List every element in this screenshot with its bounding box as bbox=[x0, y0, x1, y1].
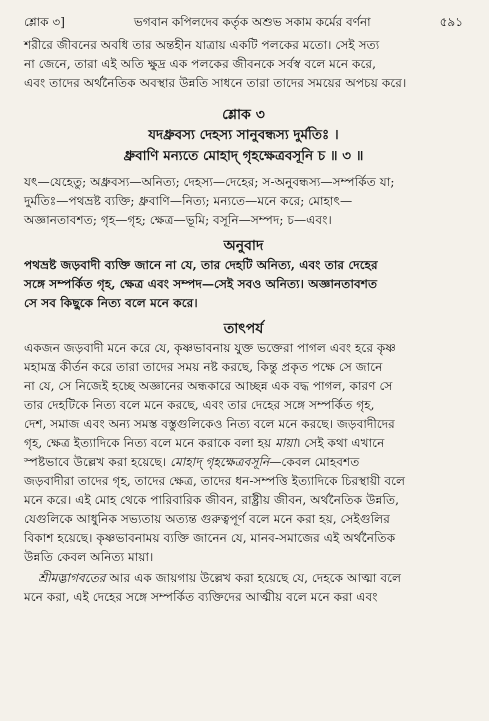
purport-paragraph-2 bbox=[24, 569, 463, 607]
purport-line: বিকাশ হয়েছে। কৃষ্ণভাবনাময় ব্যক্তি জানেন যে, মানব-সমাজের এই অর্থনৈতিক bbox=[24, 531, 396, 545]
text-run: আর এক জায়গায় উল্লেখ করা হয়েছে যে, দেহকে আত্মা বলে bbox=[105, 571, 402, 585]
purport-line bbox=[24, 453, 463, 472]
purport-line: না যে, সে নিজেই হচ্ছে অজ্ঞানের অন্ধকারে আচ্ছন্ন এক বদ্ধ পাগল, কারণ সে bbox=[24, 379, 393, 393]
purport-line: জড়বাদীরা তাদের গৃহ, তাদের ক্ষেত্র, তাদের ধন-সম্পত্তি ইত্যাদিকে চিরস্থায়ী বলে bbox=[24, 474, 406, 488]
italic-term: শ্রীমদ্ভাগবতের bbox=[38, 571, 106, 585]
intro-paragraph bbox=[24, 36, 463, 93]
purport-line: মনে করা, এই দেহের সঙ্গে সম্পর্কিত ব্যক্তিদের আত্মীয় বলে মনে করা এবং bbox=[24, 590, 378, 604]
italic-term: মোহাদ্ গৃহক্ষেত্রবসূনি bbox=[170, 455, 270, 469]
verse-line-2: ধ্রুবাণি মন্যতে মোহাদ্ গৃহক্ষেত্রবসূনি চ ॥ ৩ ॥ bbox=[123, 148, 364, 164]
text-line: এবং তাদের অর্থনৈতিক অবস্থার উন্নতি সাধনে তারা তাদের সময়ের অপচয় করে। bbox=[24, 76, 407, 90]
text-line: শরীরে জীবনের অবধি তার অন্তহীন যাত্রায় একটি পলকের মতো। সেই সত্য bbox=[24, 38, 380, 52]
translation-block bbox=[24, 256, 463, 313]
text-run: স্পষ্টভাবে উল্লেখ করা হয়েছে। bbox=[24, 455, 171, 469]
purport-line: একজন জড়বাদী মনে করে যে, কৃষ্ণভাবনায় যুক্ত ভক্তেরা পাগল এবং হরে কৃষ্ণ bbox=[24, 341, 397, 355]
purport-line: উন্নতি কেবল অনিত্য মায়া। bbox=[24, 550, 154, 564]
translation-title: অনুবাদ bbox=[223, 238, 264, 254]
text-run: । সেই কথা এখানে bbox=[296, 436, 385, 450]
verse-heading: শ্লোক ৩ bbox=[222, 107, 265, 123]
purport-line bbox=[24, 569, 463, 588]
verse-line-1: যদধ্রুবস্য দেহস্য সানুবন্ধস্য দুর্মতিঃ । bbox=[148, 127, 339, 143]
verse-ref: শ্লোক ৩] bbox=[24, 15, 65, 29]
purport-paragraph-1 bbox=[24, 339, 463, 567]
chapter-title: ভগবান কপিলদেব কর্তৃক অশুভ সকাম কর্মের বর্ণনা bbox=[133, 15, 371, 29]
synonym-line: যৎ—যেহেতু; অধ্রুবস্য—অনিত্য; দেহস্য—দেহের; স-অনুবন্ধস্য—সম্পর্কিত যা; bbox=[24, 175, 395, 189]
text-run: —কেবল মোহবশত bbox=[269, 455, 360, 469]
translation-line: সঙ্গে সম্পর্কিত গৃহ, ক্ষেত্র এবং সম্পদ—সেই সবও অনিত্য। অজ্ঞানতাবশত bbox=[24, 277, 378, 291]
italic-term: মায়া bbox=[275, 436, 297, 450]
purport-line bbox=[24, 434, 463, 453]
purport-line: যেগুলিকে আধুনিক সভ্যতায় অত্যন্ত গুরুত্বপূর্ণ বলে মনে করা হয়, সেইগুলির bbox=[24, 512, 390, 526]
purport-line: তার দেহটিকে নিত্য বলে মনে করছে, এবং তার দেহের সঙ্গে সম্পর্কিত গৃহ, bbox=[24, 398, 375, 412]
purport-title: তাৎপর্য bbox=[223, 321, 264, 337]
text-run: গৃহ, ক্ষেত্র ইত্যাদিকে নিত্য বলে মনে করাকে বলা হয় bbox=[24, 436, 276, 450]
running-header bbox=[24, 14, 463, 30]
purport-line: মনে করে। এই মোহ থেকে পারিবারিক জীবন, রাষ্ট্রীয় জীবন, অর্থনৈতিক উন্নতি, bbox=[24, 493, 399, 507]
translation-line: পথভ্রষ্ট জড়বাদী ব্যক্তি জানে না যে, তার দেহটি অনিত্য, এবং তার দেহের bbox=[24, 258, 378, 272]
purport-line: মহামন্ত্র কীর্তন করে তারা তাদের সময় নষ্ট করছে, কিন্তু প্রকৃত পক্ষে সে জানে bbox=[24, 360, 383, 374]
translation-line: সে সব কিছুকে নিত্য বলে মনে করে। bbox=[24, 296, 198, 310]
synonym-line: অজ্ঞানতাবশত; গৃহ—গৃহ; ক্ষেত্র—ভূমি; বসূনি—সম্পদ; চ—এবং। bbox=[24, 213, 332, 227]
synonym-line: দুর্মতিঃ—পথভ্রষ্ট ব্যক্তি; ধ্রুবাণি—নিত্য; মন্যতে—মনে করে; মোহাৎ— bbox=[24, 194, 353, 208]
page-number: ৫৯১ bbox=[439, 15, 463, 29]
purport-line: দেশ, সমাজ এবং অন্য সমস্ত বস্তুগুলিকেও নিত্য বলে মনে করছে। জড়বাদীদের bbox=[24, 417, 395, 431]
text-line: না জেনে, তারা এই অতি ক্ষুদ্র এক পলকের জীবনকে সর্বস্ব বলে মনে করে, bbox=[24, 57, 376, 71]
synonyms-block bbox=[24, 173, 463, 230]
